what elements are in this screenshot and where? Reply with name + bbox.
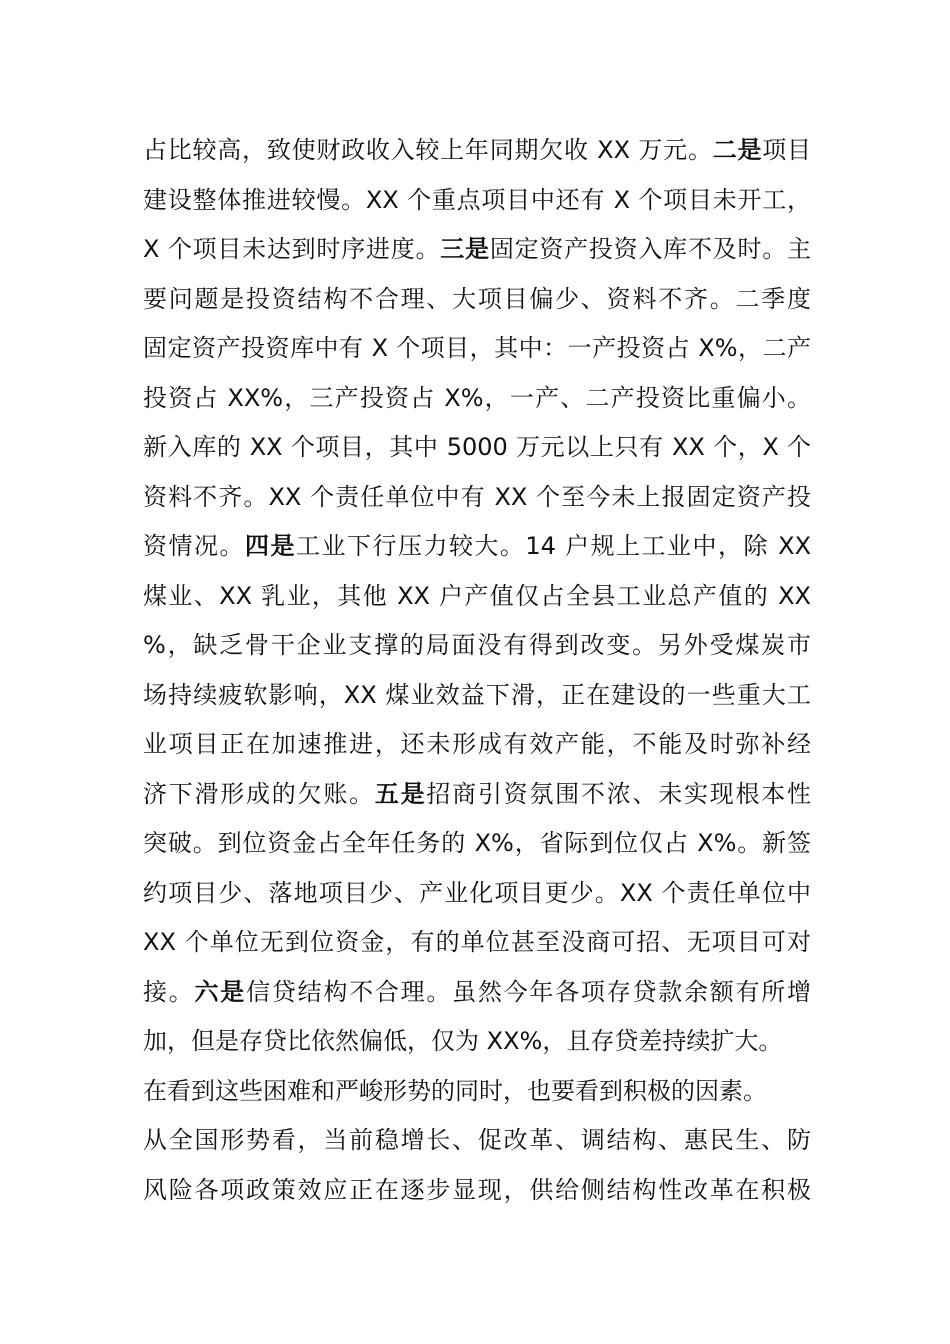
text-line [143,1017,811,1067]
text-run: 约项目少、落地项目少、产业化项目更少。XX 个责任单位中 [143,878,811,907]
text-run: 加，但是存贷比依然偏低，仅为 XX%，且存贷差持续扩大。 [143,1027,783,1055]
text-line [143,522,811,572]
text-line [143,473,811,523]
text-line [143,225,811,275]
text-run: 占比较高，致使财政收入较上年同期欠收 XX 万元。 [143,136,713,164]
text-run: X 个项目未达到时序进度。 [143,235,441,263]
text-run: 在看到这些困难和严峻形势的同时，也要看到积极的因素。 [143,1076,767,1105]
text-line [143,324,811,374]
text-run: 项目 [762,136,811,164]
text-line [143,126,811,176]
text-run: 接。 [143,977,195,1006]
text-line [143,275,811,325]
text-line [143,720,811,770]
text-run: XX 个单位无到位资金，有的单位甚至没商可招、无项目可对 [143,928,811,956]
text-line [143,918,811,968]
text-line [143,572,811,622]
text-line [143,374,811,424]
text-line [143,869,811,919]
point-label: 三是 [440,235,490,263]
text-line [143,968,811,1018]
point-label: 四是 [244,532,296,560]
text-run: 业项目正在加速推进，还未形成有效产能，不能及时弥补经 [143,730,811,758]
text-run: 固定资产投资入库不及时。主 [489,235,811,263]
text-line [143,423,811,473]
text-run: 突破。到位资金占全年任务的 X%，省际到位仅占 X%。新签 [143,829,811,857]
text-run: 资料不齐。XX 个责任单位中有 XX 个至今未上报固定资产投 [143,482,811,511]
text-run: %，缺乏骨干企业支撑的局面没有得到改变。另外受煤炭市 [143,631,811,659]
text-line [143,1116,811,1166]
point-label: 五是 [374,779,427,808]
text-run: 场持续疲软影响，XX 煤业效益下滑，正在建设的一些重大工 [143,680,811,709]
point-label: 六是 [194,977,247,1006]
text-line [143,1166,811,1216]
text-run: 资情况。 [143,532,245,560]
text-line [143,671,811,721]
point-label: 二是 [712,136,763,164]
text-run: 工业下行压力较大。14 户规上工业中，除 XX [295,532,811,560]
text-line [143,621,811,671]
text-line [143,176,811,226]
text-line [143,770,811,820]
text-run: 从全国形势看，当前稳增长、促改革、调结构、惠民生、防 [143,1126,811,1154]
text-run: 风险各项政策效应正在逐步显现，供给侧结构性改革在积极 [143,1175,811,1204]
text-run: 投资占 XX%，三产投资占 X%，一产、二产投资比重偏小。 [143,383,811,412]
text-run: 新入库的 XX 个项目，其中 5000 万元以上只有 XX 个，X 个 [143,433,811,461]
text-run: 建设整体推进较慢。XX 个重点项目中还有 X 个项目未开工， [143,185,811,214]
text-run: 固定资产投资库中有 X 个项目，其中：一产投资占 X%，二产 [143,334,811,362]
text-run: 煤业、XX 乳业，其他 XX 户产值仅占全县工业总产值的 XX [143,581,811,610]
text-line [143,1067,811,1117]
body-text [143,126,811,1215]
text-run: 信贷结构不合理。虽然今年各项存贷款余额有所增 [246,977,811,1006]
text-run: 济下滑形成的欠账。 [143,779,375,808]
text-run: 招商引资氛围不浓、未实现根本性 [426,779,811,808]
text-line [143,819,811,869]
text-run: 要问题是投资结构不合理、大项目偏少、资料不齐。二季度 [143,284,811,313]
